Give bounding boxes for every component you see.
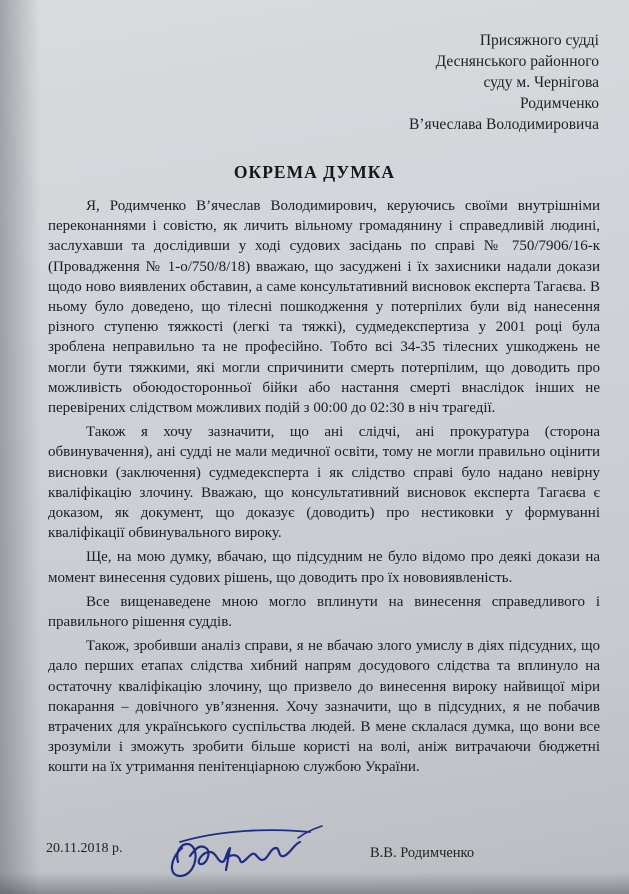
addressee-line: В’ячеслава Володимировича [408, 116, 599, 133]
document-body [48, 196, 600, 782]
paragraph: Також, зробивши аналіз справи, я не вбачаю злого умислу в діях підсудних, що дало перших етапах слідства хибний напрям досудового слідства та вплинуло на остаточну кваліфікацію злочину, що призвело до винесення вироку найвищої міри покарання – довічного ув’язнення. Хочу зазначити, що в підсудних, я не побачив втрачених для українського суспільства людей. В мене склалася думка, що вони все зрозуміли і зможуть зробити більше користі на волі, аніж витрачаючи бюджетні кошти на їх утримання пенітенціарною службою України. [48, 638, 600, 776]
paragraph: Також я хочу зазначити, що ані слідчі, ані прокуратура (сторона обвинувачення), ані судді не мали медичної освіти, тому не могли правильно оцінити висновки (заключення) судмедексперта і як слідство справі було надано невірну кваліфікацію злочину. Вважаю, що консультативний висновок експерта Тагаєва є доказом, як документ, що доказує (доводить) про нестиковки у формуванні кваліфікації обвинувального вироку. [48, 424, 600, 542]
addressee-line: Присяжного судді [479, 32, 599, 49]
paragraph: Ще, на мою думку, вбачаю, що підсудним не було відомо про деякі докази на момент винесення судових рішень, що доводить про їх нововиявленість. [48, 549, 600, 586]
signature-date: 20.11.2018 р. [46, 841, 123, 856]
page-shadow [0, 0, 40, 894]
addressee-block [409, 30, 599, 135]
document-title: ОКРЕМА ДУМКА [233, 162, 396, 182]
signatory-name: В.В. Родимченко [370, 845, 475, 861]
paragraph: Я, Родимченко В’ячеслав Володимирович, керуючись своїми внутрішніми переконаннями і совістю, як личить вільному громадянину і справедливій людині, заслухавши та дослідивши у ході судових засідань по справі № 750/7906/16-к (Провадження № 1-о/750/8/18) вважаю, що засуджені і їх захисники надали докази щодо ново виявлених обставин, а саме консультативний висновок експерта Тагаєва. В ньому було доведено, що тілесні пошкодження у потерпілих були від нанесення різного ступеню тяжкості (легкі та тяжкі), судмедекспертиза у 2001 році була зроблена неправильно та не професійно. Тобто всі 34-35 тілесних ушкоджень не могли бути тяжкими, які могли спричинити смерть потерпілим, що доводить про можливість обоюдосторонньої бійки або настання смерті внаслідок інших не перевірених слідством можливих подій з 00:00 до 02:30 в ніч трагедії. [48, 198, 600, 417]
addressee-line: Родимченко [520, 95, 599, 112]
paragraph: Все вищенаведене мною могло вплинути на винесення справедливого і правильного рішення суддів. [48, 593, 600, 631]
addressee-line: Деснянського районного [435, 53, 599, 70]
addressee-line: суду м. Чернігова [483, 74, 599, 91]
page-bottom-edge [0, 872, 629, 894]
